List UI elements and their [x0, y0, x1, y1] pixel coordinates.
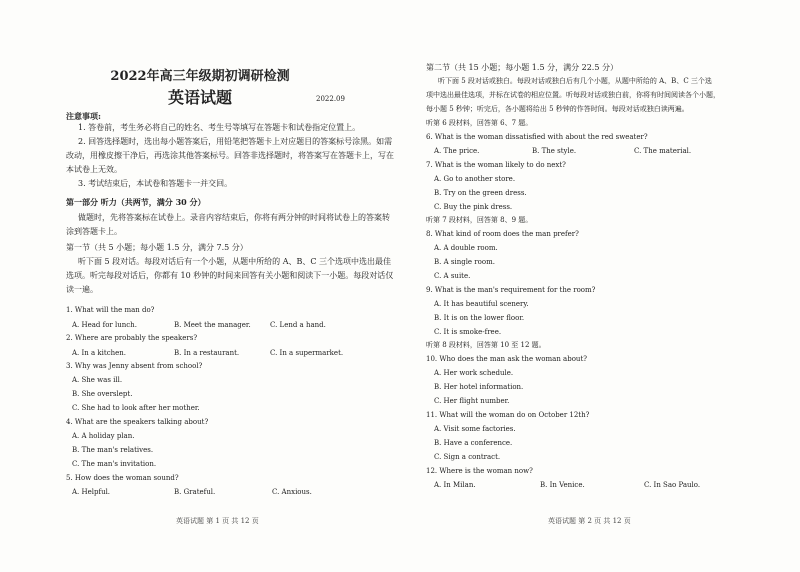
option: C. A suite.: [434, 272, 471, 280]
page-subtitle: 英语试题: [167, 88, 232, 107]
question-text: 8. What kind of room does the man prefer?: [426, 230, 579, 238]
question-text: 4. What are the speakers talking about?: [66, 418, 209, 426]
option: C. In Sao Paulo.: [644, 481, 701, 489]
option: B. A single room.: [434, 258, 495, 266]
option: A. The price.: [434, 147, 480, 155]
option: B. Grateful.: [174, 488, 216, 496]
exam-date: 2022.09: [316, 95, 345, 103]
option: A. Head for lunch.: [72, 321, 137, 329]
question-text: 5. How does the woman sound?: [66, 474, 179, 482]
section2-desc: 每小题 5 秒钟；听完后，各小题将给出 5 秒钟的作答时间。每段对话或独白读两遍。: [426, 105, 689, 113]
question-text: 7. What is the woman likely to do next?: [426, 161, 566, 169]
option: B. Have a conference.: [434, 439, 513, 447]
option: A. It has beautiful scenery.: [434, 300, 529, 308]
option: A. A double room.: [434, 244, 498, 252]
option: B. Try on the green dress.: [434, 189, 527, 197]
option: A. She was ill.: [72, 376, 123, 384]
option: A. In a kitchen.: [72, 349, 127, 357]
section1-desc: 听下面 5 段对话。每段对话后有一个小题，从题中所给的 A、B、C 三个选项中选出最佳: [78, 257, 392, 266]
material-heading: 听第 6 段材料，回答第 6、7 题。: [426, 119, 533, 127]
option: B. The man's relatives.: [72, 446, 154, 454]
note-line: 改动，用橡皮擦干净后，再选涂其他答案标号。回答非选择题时，将答案写在答题卡上，写在: [66, 151, 394, 160]
question-text: 9. What is the man's requirement for the room?: [426, 286, 596, 294]
option: B. The style.: [532, 147, 577, 155]
option: C. The man's invitation.: [72, 460, 157, 468]
question-text: 1. What will the man do?: [66, 306, 155, 314]
note-line: 1. 答卷前，考生务必将自己的姓名、考生号等填写在答题卡和试卷指定位置上。: [78, 123, 361, 132]
option: B. In a restaurant.: [174, 349, 240, 357]
section2-heading: 第二节（共 15 小题；每小题 1.5 分，满分 22.5 分）: [426, 63, 618, 72]
option: A. Visit some factories.: [434, 425, 516, 433]
question-text: 6. What is the woman dissatisfied with about the red sweater?: [426, 133, 648, 141]
option: A. Her work schedule.: [434, 369, 514, 377]
question-text: 10. Who does the man ask the woman about?: [426, 355, 588, 363]
option: C. In a supermarket.: [270, 349, 344, 357]
page-footer: 英语试题 第 1 页 共 12 页: [176, 517, 259, 525]
section1-heading: 第一节（共 5 小题；每小题 1.5 分，满分 7.5 分）: [66, 243, 248, 252]
section1-desc: 选项。听完每段对话后，你都有 10 秒钟的时间来回答有关小题和阅读下一小题。每段对话仅: [66, 271, 394, 280]
material-heading: 听第 8 段材料，回答第 10 至 12 题。: [426, 341, 546, 349]
option: C. It is smoke-free.: [434, 328, 502, 336]
page-footer: 英语试题 第 2 页 共 12 页: [548, 517, 631, 525]
section2-desc: 项中选出最佳选项，并标在试卷的相应位置。听每段对话或独白前，你将有时间阅读各个小题，: [426, 91, 720, 99]
option: A. Go to another store.: [434, 175, 516, 183]
option: C. The material.: [634, 147, 692, 155]
page-title: 2022年高三年级期初调研检测: [110, 69, 290, 84]
option: C. Lend a hand.: [270, 321, 326, 329]
option: A. Helpful.: [72, 488, 111, 496]
part1-desc: 涂到答题卡上。: [66, 227, 122, 236]
question-text: 12. Where is the woman now?: [426, 467, 533, 475]
section2-desc: 听下面 5 段对话或独白。每段对话或独白后有几个小题，从题中所给的 A、B、C 三个选: [438, 77, 712, 85]
note-line: 3. 考试结束后，本试卷和答题卡一并交回。: [78, 179, 233, 188]
option: B. It is on the lower floor.: [434, 314, 525, 322]
option: A. In Milan.: [434, 481, 476, 489]
question-text: 2. Where are probably the speakers?: [66, 334, 198, 342]
option: B. Meet the manager.: [174, 321, 251, 329]
option: C. Her flight number.: [434, 397, 510, 405]
question-text: 3. Why was Jenny absent from school?: [66, 362, 203, 370]
question-text: 11. What will the woman do on October 12th?: [426, 411, 590, 419]
option: B. She overslept.: [72, 390, 133, 398]
part1-desc: 做题时，先将答案标在试卷上。录音内容结束后，你将有两分钟的时间将试卷上的答案转: [78, 213, 390, 222]
option: B. In Venice.: [540, 481, 585, 489]
option: C. Anxious.: [272, 488, 312, 496]
exam-page-2: [400, 0, 800, 572]
material-heading: 听第 7 段材料，回答第 8、9 题。: [426, 216, 533, 224]
part1-heading: 第一部分 听力（共两节，满分 30 分）: [66, 197, 206, 207]
option: C. Sign a contract.: [434, 453, 501, 461]
note-line: 2. 回答选择题时，选出每小题答案后，用铅笔把答题卡上对应题目的答案标号涂黑。如需: [78, 137, 393, 146]
section1-desc: 读一遍。: [66, 285, 98, 294]
notes-heading: 注意事项:: [66, 111, 101, 121]
note-line: 本试卷上无效。: [66, 165, 122, 174]
option: A. A holiday plan.: [72, 432, 135, 440]
option: B. Her hotel information.: [434, 383, 524, 391]
option: C. Buy the pink dress.: [434, 203, 513, 211]
option: C. She had to look after her mother.: [72, 404, 200, 412]
